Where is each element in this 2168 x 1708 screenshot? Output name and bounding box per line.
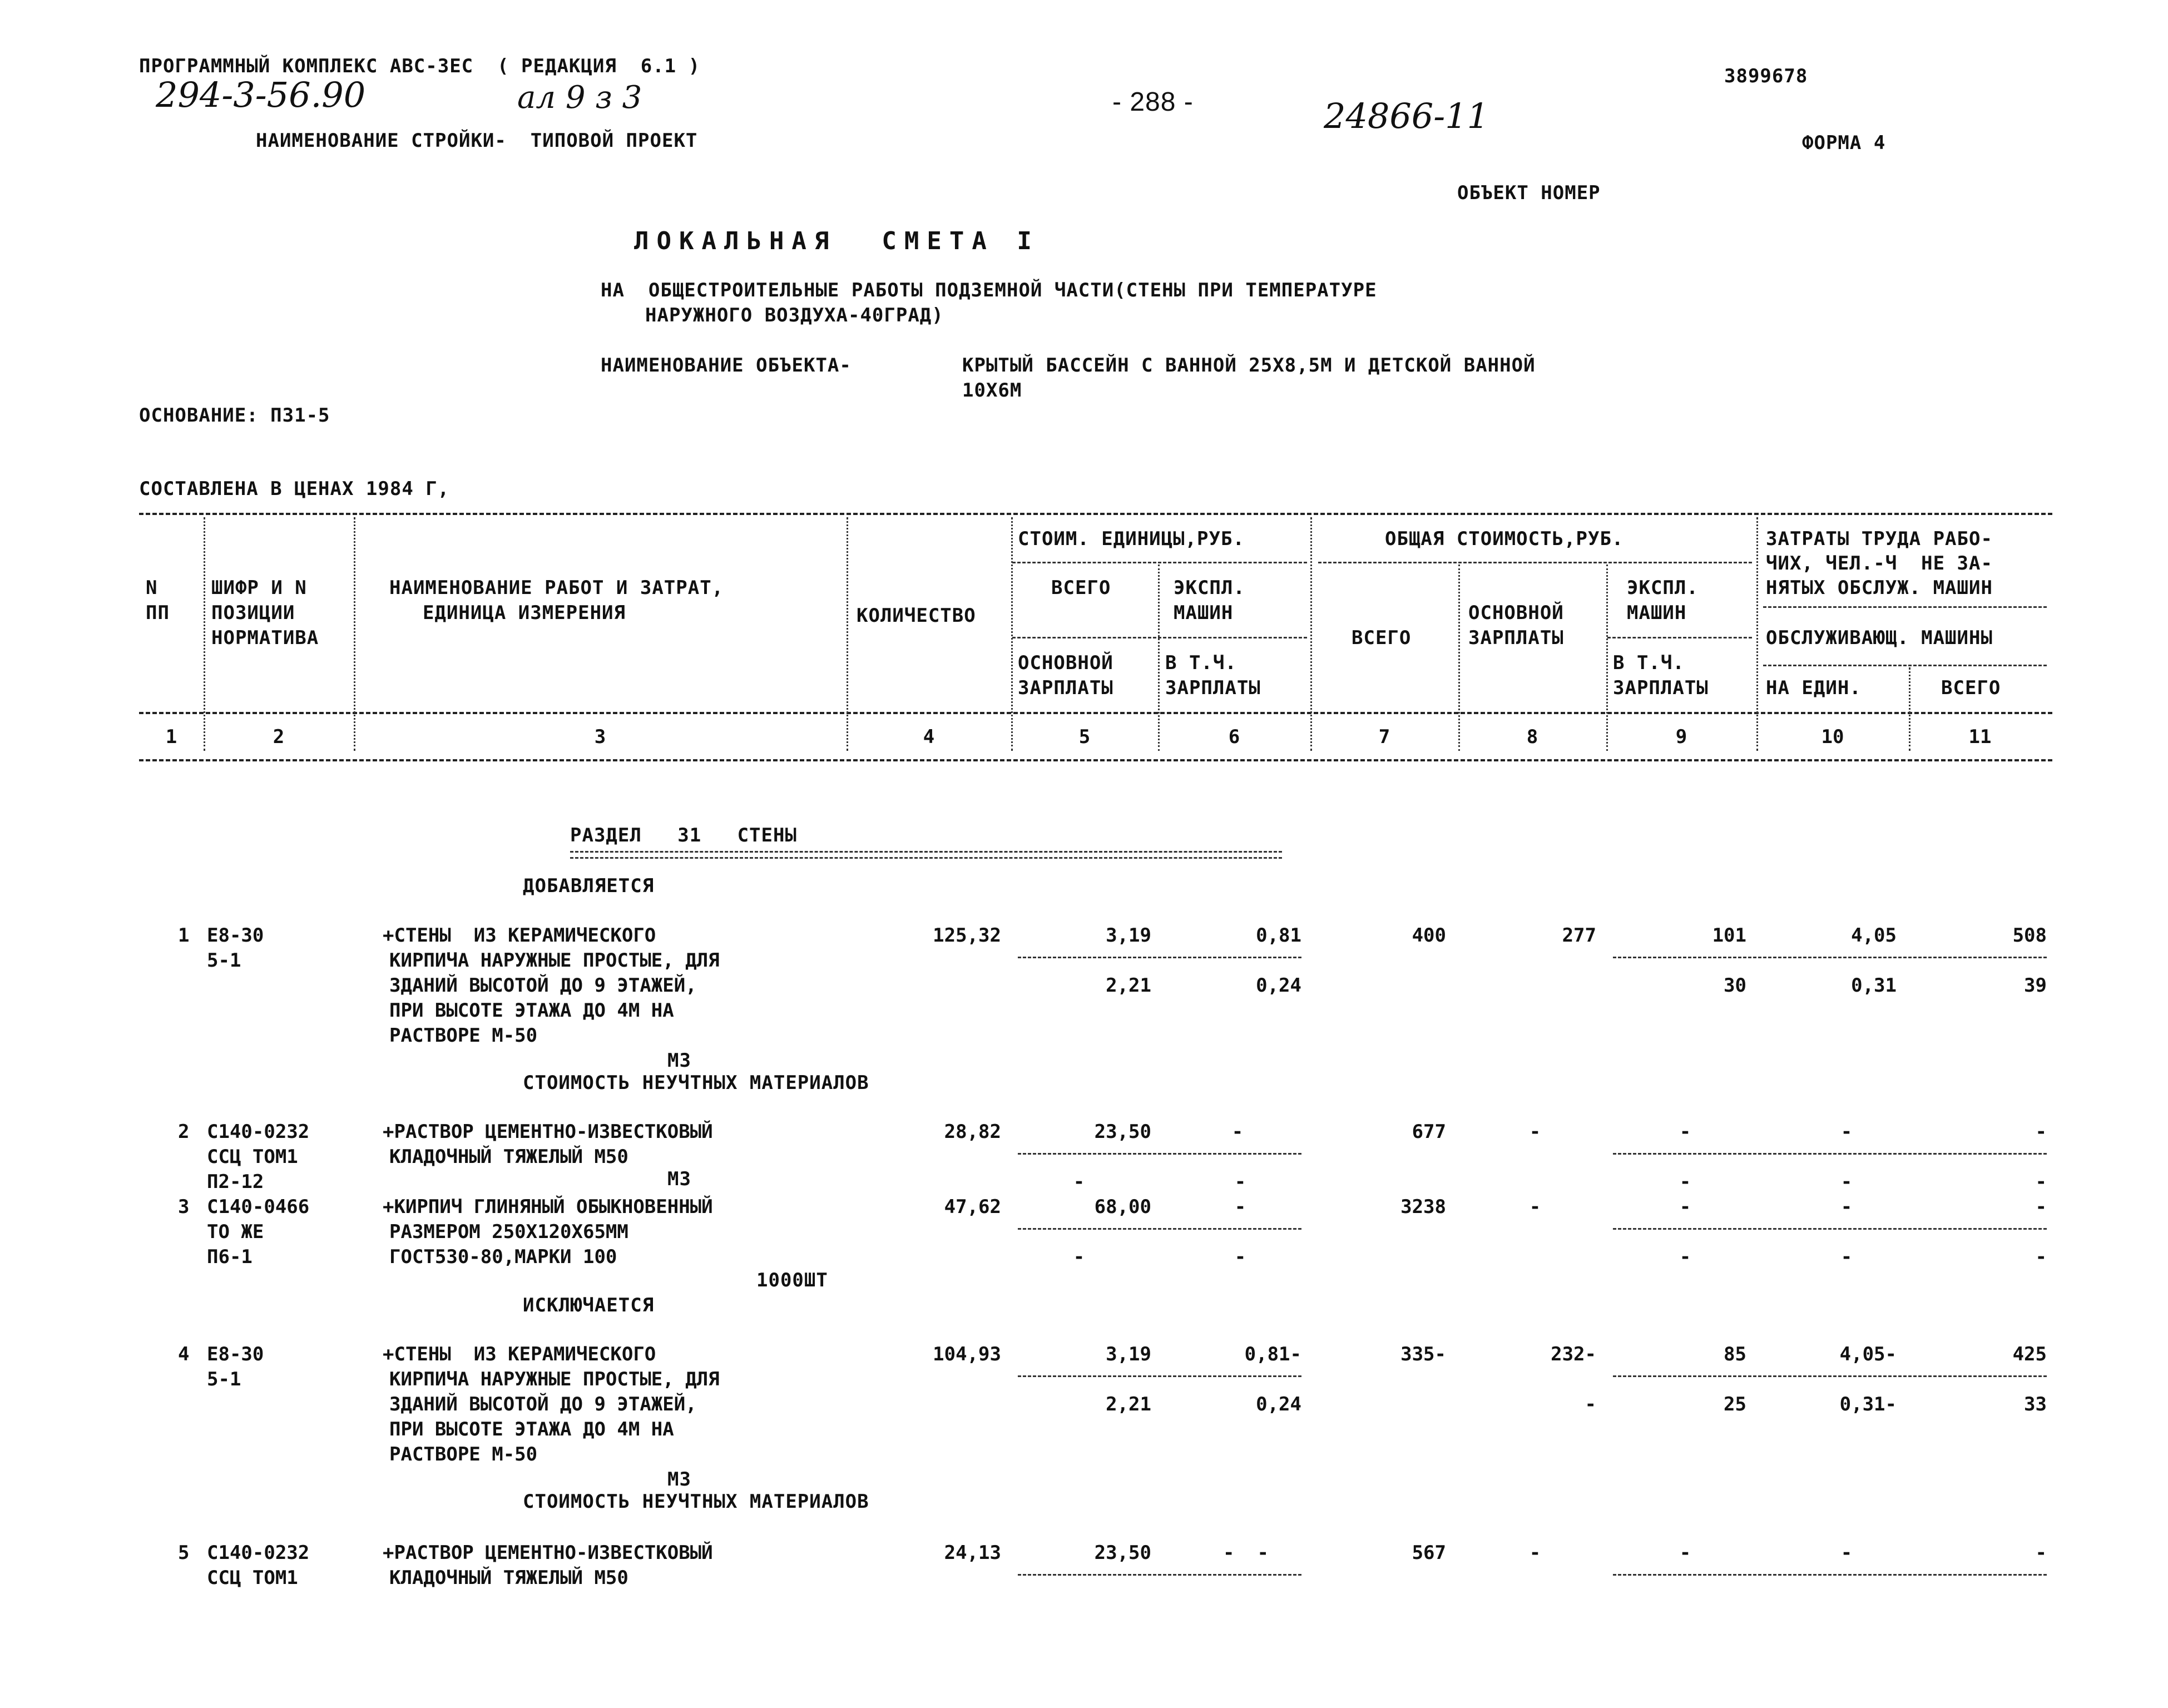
hdr-labor-serv: ОБСЛУЖИВАЮЩ. МАШИНЫ	[1766, 627, 1993, 649]
object-label: НАИМЕНОВАНИЕ ОБЪЕКТА-	[601, 354, 852, 377]
section-excluded: ИСКЛЮЧАЕТСЯ	[523, 1294, 655, 1316]
labor-rule-1	[1763, 606, 2047, 608]
hdr-unit-exp-2: МАШИН	[1174, 602, 1234, 624]
row-3-serv-unit: -	[1840, 1246, 1853, 1268]
row-1-total-base: 277	[1562, 924, 1596, 947]
row-2-quantity: 28,82	[944, 1121, 1001, 1143]
row-3-quantity: 47,62	[944, 1196, 1001, 1218]
row-3-name-1: +КИРПИЧ ГЛИНЯНЫЙ ОБЫКНОВЕННЫЙ	[383, 1196, 713, 1218]
col-number-3: 3	[594, 726, 606, 748]
row-1-name-2: КИРПИЧА НАРУЖНЫЕ ПРОСТЫЕ, ДЛЯ	[389, 949, 720, 972]
row-1-quantity: 125,32	[933, 924, 1001, 947]
hdr-labor-total: ВСЕГО	[1941, 677, 2001, 699]
row-2-labor-unit: -	[1840, 1121, 1853, 1143]
row-2-total: 677	[1412, 1121, 1446, 1143]
works-line-2: НАРУЖНОГО ВОЗДУХА-40ГРАД)	[645, 304, 944, 326]
row-3-code-2: ТО ЖЕ	[207, 1221, 264, 1243]
row-3-unit-base: -	[1073, 1246, 1085, 1268]
row-4-name-1: +СТЕНЫ ИЗ КЕРАМИЧЕСКОГО	[383, 1343, 656, 1365]
row-3-unit-incl: -	[1234, 1246, 1246, 1268]
row-2-serv-unit: -	[1840, 1171, 1853, 1193]
row-4-name-3: ЗДАНИЙ ВЫСОТОЙ ДО 9 ЭТАЖЕЙ,	[389, 1393, 697, 1415]
row-4-unit-incl: 0,24	[1256, 1393, 1301, 1415]
row-3-code-1: С140-0466	[207, 1196, 310, 1218]
row-2-total-incl: -	[1679, 1171, 1691, 1193]
row-5-quantity: 24,13	[944, 1542, 1001, 1564]
hdr-quantity: КОЛИЧЕСТВО	[857, 605, 976, 627]
hdr-total-exp-2: МАШИН	[1627, 602, 1687, 624]
row-4-total-rule	[1613, 1375, 2047, 1377]
col-sep-9	[1756, 517, 1758, 751]
row-1-unit-total: 3,19	[1106, 924, 1151, 947]
row-5-name-2: КЛАДОЧНЫЙ ТЯЖЕЛЫЙ М50	[389, 1567, 628, 1589]
row-5-name-1: +РАСТВОР ЦЕМЕНТНО-ИЗВЕСТКОВЫЙ	[383, 1542, 713, 1564]
hdr-code-1: ШИФР И N	[211, 577, 307, 599]
row-3-total: 3238	[1400, 1196, 1446, 1218]
row-4-name-4: ПРИ ВЫСОТЕ ЭТАЖА ДО 4М НА	[389, 1418, 674, 1440]
row-4-total-base-2: -	[1585, 1393, 1596, 1415]
col-number-5: 5	[1078, 726, 1091, 748]
col-sep-7	[1458, 565, 1460, 751]
row-3-name-2: РАЗМЕРОМ 250Х120Х65ММ	[389, 1221, 628, 1243]
row-3-serv-total: -	[2035, 1246, 2047, 1268]
row-5-number: 5	[178, 1542, 190, 1564]
row-3-unit-rule	[1018, 1228, 1301, 1230]
hdr-total-incl-1: В Т.Ч.	[1613, 652, 1685, 674]
unit-m3-1: М3	[667, 1049, 691, 1072]
row-2-total-rule	[1613, 1153, 2047, 1155]
construction-label: НАИМЕНОВАНИЕ СТРОЙКИ- ТИПОВОЙ ПРОЕКТ	[256, 130, 698, 152]
unit-m3-2: М3	[667, 1168, 691, 1190]
handwritten-album: ал 9 з 3	[517, 80, 642, 116]
hdr-total-base-2: ЗАРПЛАТЫ	[1468, 627, 1564, 649]
section-underline	[570, 851, 1282, 859]
unit-cost-rule	[1012, 562, 1307, 563]
col-number-8: 8	[1526, 726, 1538, 748]
row-1-unit-rule	[1018, 957, 1301, 958]
object-name-line-2: 10Х6М	[962, 379, 1022, 402]
row-2-total-exp: -	[1679, 1121, 1691, 1143]
row-3-unit-exp: -	[1234, 1196, 1246, 1218]
row-2-unit-exp: -	[1231, 1121, 1244, 1143]
hdr-code-3: НОРМАТИВА	[211, 627, 319, 649]
row-3-total-rule	[1613, 1228, 2047, 1230]
row-4-unit-exp: 0,81-	[1244, 1343, 1301, 1365]
document-id: 3899678	[1724, 65, 1808, 87]
hdr-unit-incl-1: В Т.Ч.	[1165, 652, 1237, 674]
row-4-labor-total: 425	[2012, 1343, 2047, 1365]
row-1-total-incl: 30	[1724, 974, 1746, 997]
col-number-2: 2	[273, 726, 285, 748]
estimate-title: ЛОКАЛЬНАЯ СМЕТА I	[634, 227, 1040, 255]
numbers-bottom-rule	[139, 759, 2052, 761]
row-3-name-3: ГОСТ530-80,МАРКИ 100	[389, 1246, 617, 1268]
header-bottom-rule	[139, 712, 2052, 714]
table-top-rule	[139, 513, 2052, 515]
form-label: ФОРМА 4	[1802, 132, 1886, 154]
hdr-total-cost: ОБЩАЯ СТОИМОСТЬ,РУБ.	[1385, 528, 1624, 550]
row-1-name-5: РАСТВОРЕ М-50	[389, 1024, 538, 1047]
hdr-unit-base-1: ОСНОВНОЙ	[1018, 652, 1113, 674]
hdr-name-1: НАИМЕНОВАНИЕ РАБОТ И ЗАТРАТ,	[389, 577, 724, 599]
row-4-labor-unit: 4,05-	[1839, 1343, 1897, 1365]
row-1-total: 400	[1412, 924, 1446, 947]
col-number-4: 4	[923, 726, 935, 748]
hdr-n: N	[146, 577, 158, 599]
hdr-pp: ПП	[146, 602, 170, 624]
col-number-10: 10	[1821, 726, 1844, 748]
row-2-code-2: ССЦ ТОМ1	[207, 1146, 298, 1168]
col-sep-8	[1606, 565, 1608, 751]
row-2-unit-total: 23,50	[1094, 1121, 1151, 1143]
unit-1000: 1000ШТ	[756, 1269, 828, 1291]
col-sep-5	[1158, 565, 1160, 751]
row-3-unit-total: 68,00	[1094, 1196, 1151, 1218]
hdr-total-base-1: ОСНОВНОЙ	[1468, 602, 1564, 624]
row-2-total-base: -	[1529, 1121, 1541, 1143]
hdr-unit-incl-2: ЗАРПЛАТЫ	[1165, 677, 1261, 699]
row-2-number: 2	[178, 1121, 190, 1143]
row-5-unit-rule	[1018, 1574, 1301, 1576]
row-3-labor-unit: -	[1840, 1196, 1853, 1218]
hdr-unit-total: ВСЕГО	[1051, 577, 1111, 599]
row-1-unit-base: 2,21	[1106, 974, 1151, 997]
row-5-total-exp: -	[1679, 1542, 1691, 1564]
page-number: - 288 -	[1112, 87, 1194, 117]
row-4-code-1: Е8-30	[207, 1343, 264, 1365]
row-4-total-base: 232-	[1551, 1343, 1596, 1365]
hdr-labor-unit: НА ЕДИН.	[1766, 677, 1862, 699]
object-number-label: ОБЪЕКТ НОМЕР	[1457, 182, 1601, 204]
works-line-1: НА ОБЩЕСТРОИТЕЛЬНЫЕ РАБОТЫ ПОДЗЕМНОЙ ЧАСТИ(СТЕНЫ ПРИ ТЕМПЕРАТУРЕ	[601, 279, 1377, 301]
hdr-total-incl-2: ЗАРПЛАТЫ	[1613, 677, 1709, 699]
row-1-unit-exp: 0,81	[1256, 924, 1301, 947]
row-5-code-1: С140-0232	[207, 1542, 310, 1564]
row-1-code-1: Е8-30	[207, 924, 264, 947]
row-4-name-5: РАСТВОРЕ М-50	[389, 1443, 538, 1466]
prices-year: СОСТАВЛЕНА В ЦЕНАХ 1984 Г,	[139, 478, 450, 500]
row-5-labor-total: -	[2035, 1542, 2047, 1564]
row-2-unit-incl: -	[1234, 1171, 1246, 1193]
row-1-unit-incl: 0,24	[1256, 974, 1301, 997]
row-5-total-rule	[1613, 1574, 2047, 1576]
row-4-serv-total: 33	[2024, 1393, 2047, 1415]
row-2-labor-total: -	[2035, 1121, 2047, 1143]
col-sep-6	[1310, 517, 1312, 751]
materials-label-1: СТОИМОСТЬ НЕУЧТНЫХ МАТЕРИАЛОВ	[523, 1072, 869, 1094]
row-5-unit-total: 23,50	[1094, 1542, 1151, 1564]
row-5-labor-unit: -	[1840, 1542, 1853, 1564]
total-exp-mid-rule	[1607, 637, 1752, 638]
row-2-code-3: П2-12	[207, 1171, 264, 1193]
row-4-serv-unit: 0,31-	[1839, 1393, 1897, 1415]
row-2-unit-rule	[1018, 1153, 1301, 1155]
row-1-total-rule	[1613, 957, 2047, 958]
row-3-number: 3	[178, 1196, 190, 1218]
handwritten-code: 294-3-56.90	[156, 75, 366, 115]
col-number-9: 9	[1675, 726, 1687, 748]
row-2-unit-base: -	[1073, 1171, 1085, 1193]
row-1-serv-total: 39	[2024, 974, 2047, 997]
row-5-code-2: ССЦ ТОМ1	[207, 1567, 298, 1589]
section-title: РАЗДЕЛ 31 СТЕНЫ	[570, 824, 797, 846]
materials-label-2: СТОИМОСТЬ НЕУЧТНЫХ МАТЕРИАЛОВ	[523, 1491, 869, 1513]
col-sep-1	[204, 517, 205, 751]
row-5-total: 567	[1412, 1542, 1446, 1564]
col-number-11: 11	[1968, 726, 1992, 748]
col-number-7: 7	[1378, 726, 1390, 748]
handwritten-doc-number: 24866-11	[1324, 96, 1489, 136]
row-1-serv-unit: 0,31	[1851, 974, 1897, 997]
col-sep-2	[354, 517, 355, 751]
row-4-name-2: КИРПИЧА НАРУЖНЫЕ ПРОСТЫЕ, ДЛЯ	[389, 1368, 720, 1390]
row-1-name-3: ЗДАНИЙ ВЫСОТОЙ ДО 9 ЭТАЖЕЙ,	[389, 974, 697, 997]
row-3-labor-total: -	[2035, 1196, 2047, 1218]
hdr-labor-2: ЧИХ, ЧЕЛ.-Ч НЕ ЗА-	[1766, 552, 1993, 575]
row-4-unit-rule	[1018, 1375, 1301, 1377]
row-4-total-exp: 85	[1724, 1343, 1746, 1365]
row-5-unit-exp: - -	[1223, 1542, 1269, 1564]
row-2-code-1: С140-0232	[207, 1121, 310, 1143]
row-2-serv-total: -	[2035, 1171, 2047, 1193]
row-1-name-4: ПРИ ВЫСОТЕ ЭТАЖА ДО 4М НА	[389, 999, 674, 1022]
col-number-6: 6	[1228, 726, 1240, 748]
object-name-line-1: КРЫТЫЙ БАССЕЙН С ВАННОЙ 25Х8,5М И ДЕТСКОЙ ВАННОЙ	[962, 354, 1536, 377]
hdr-unit-base-2: ЗАРПЛАТЫ	[1018, 677, 1113, 699]
row-1-name-1: +СТЕНЫ ИЗ КЕРАМИЧЕСКОГО	[383, 924, 656, 947]
hdr-unit-cost: СТОИМ. ЕДИНИЦЫ,РУБ.	[1018, 528, 1245, 550]
row-4-code-2: 5-1	[207, 1368, 241, 1390]
row-5-total-base: -	[1529, 1542, 1541, 1564]
row-2-name-2: КЛАДОЧНЫЙ ТЯЖЕЛЫЙ М50	[389, 1146, 628, 1168]
labor-rule-2	[1763, 665, 2047, 666]
col-sep-3	[847, 517, 848, 751]
hdr-total-all: ВСЕГО	[1352, 627, 1412, 649]
row-2-name-1: +РАСТВОР ЦЕМЕНТНО-ИЗВЕСТКОВЫЙ	[383, 1121, 713, 1143]
row-4-number: 4	[178, 1343, 190, 1365]
row-1-total-exp: 101	[1712, 924, 1746, 947]
row-1-labor-total: 508	[2012, 924, 2047, 947]
total-cost-rule	[1318, 562, 1752, 563]
hdr-total-exp-1: ЭКСПЛ.	[1627, 577, 1699, 599]
unit-m3-3: М3	[667, 1468, 691, 1491]
row-1-code-2: 5-1	[207, 949, 241, 972]
col-number-1: 1	[165, 726, 177, 748]
col-sep-4	[1011, 517, 1013, 751]
hdr-name-2: ЕДИНИЦА ИЗМЕРЕНИЯ	[423, 602, 626, 624]
section-added: ДОБАВЛЯЕТСЯ	[523, 875, 655, 897]
program-name: ПРОГРАММНЫЙ КОМПЛЕКС АВС-3ЕС ( РЕДАКЦИЯ 6.1 )	[139, 55, 701, 77]
row-4-total-incl: 25	[1724, 1393, 1746, 1415]
row-1-labor-unit: 4,05	[1851, 924, 1897, 947]
row-3-total-incl: -	[1679, 1246, 1691, 1268]
row-3-total-exp: -	[1679, 1196, 1691, 1218]
row-1-number: 1	[178, 924, 190, 947]
hdr-code-2: ПОЗИЦИИ	[211, 602, 295, 624]
unit-cost-mid-rule	[1012, 637, 1307, 638]
row-4-quantity: 104,93	[933, 1343, 1001, 1365]
row-3-total-base: -	[1529, 1196, 1541, 1218]
hdr-labor-1: ЗАТРАТЫ ТРУДА РАБО-	[1766, 528, 1993, 550]
row-4-total: 335-	[1400, 1343, 1446, 1365]
basis: ОСНОВАНИЕ: ПЗ1-5	[139, 404, 330, 427]
row-3-code-3: П6-1	[207, 1246, 253, 1268]
row-4-unit-total: 3,19	[1106, 1343, 1151, 1365]
row-4-unit-base: 2,21	[1106, 1393, 1151, 1415]
hdr-unit-exp-1: ЭКСПЛ.	[1174, 577, 1245, 599]
hdr-labor-3: НЯТЫХ ОБСЛУЖ. МАШИН	[1766, 577, 1993, 599]
